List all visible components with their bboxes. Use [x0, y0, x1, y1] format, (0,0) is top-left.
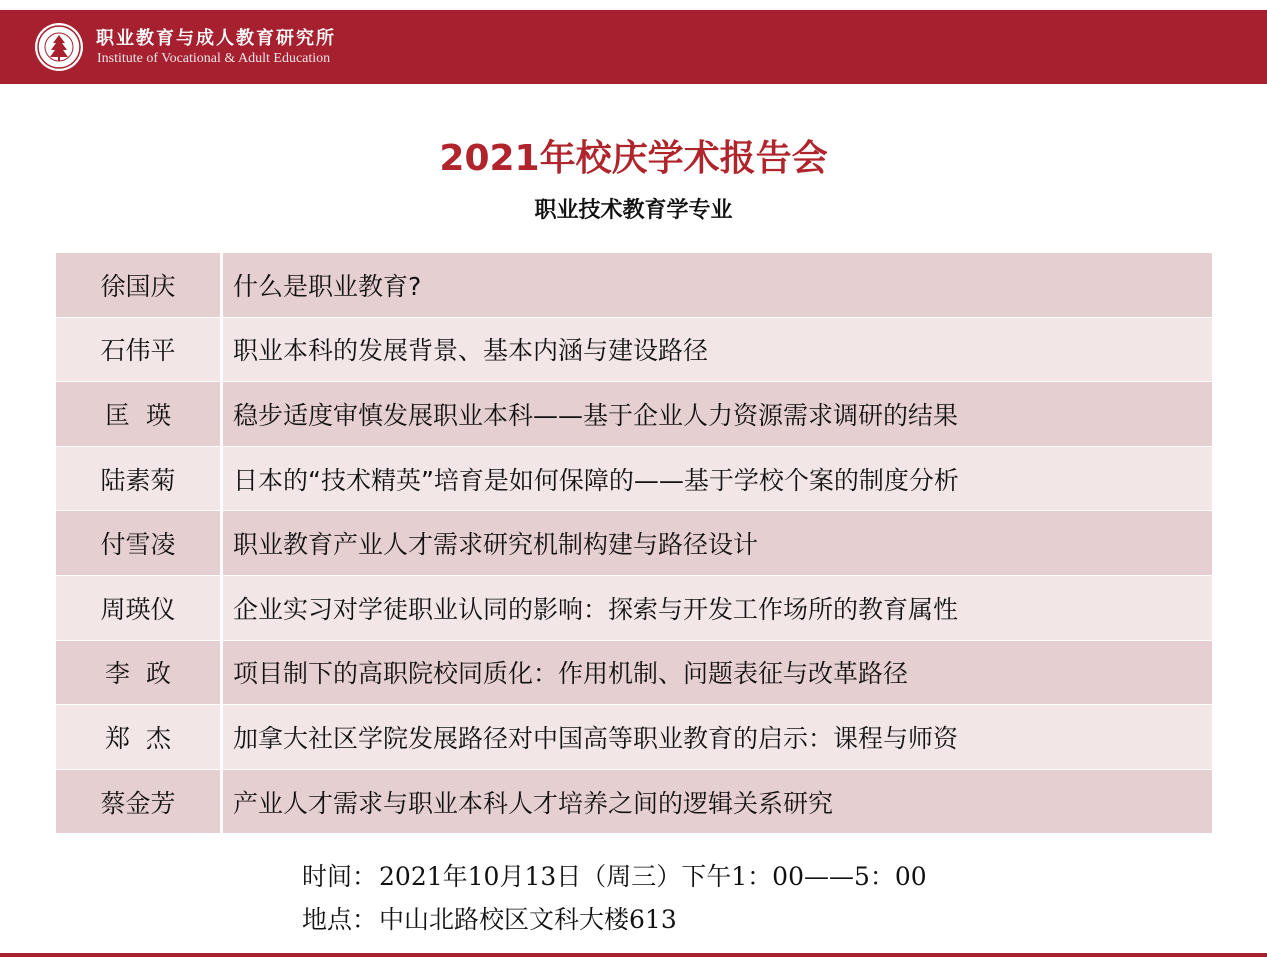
schedule-table: [56, 253, 1212, 834]
footer-line: [0, 953, 1267, 957]
place-value: 中山北路校区文科大楼613: [379, 905, 677, 934]
talk-topic: 加拿大社区学院发展路径对中国高等职业教育的启示：课程与师资: [233, 723, 959, 753]
speaker-name: 郑 杰: [56, 705, 223, 769]
table-row: [56, 382, 1212, 447]
table-row: [56, 511, 1212, 576]
speaker-name: 周瑛仪: [56, 576, 223, 640]
table-row: [56, 641, 1212, 706]
table-row: [56, 576, 1212, 641]
talk-topic: 项目制下的高职院校同质化：作用机制、问题表征与改革路径: [233, 659, 909, 689]
talk-topic: 稳步适度审慎发展职业本科——基于企业人力资源需求调研的结果: [233, 400, 959, 430]
speaker-name: 李 政: [56, 641, 223, 705]
talk-topic: 什么是职业教育?: [233, 271, 422, 301]
talk-topic: 企业实习对学徒职业认同的影响：探索与开发工作场所的教育属性: [233, 594, 959, 624]
talk-topic: 日本的“技术精英”培育是如何保障的——基于学校个案的制度分析: [233, 465, 959, 495]
table-row: [56, 770, 1212, 835]
talk-topic: 职业教育产业人才需求研究机制构建与路径设计: [233, 530, 759, 560]
speaker-name: 匡 瑛: [56, 382, 223, 446]
table-row: [56, 447, 1212, 512]
time-label: 时间：: [302, 862, 378, 891]
speaker-name: 付雪凌: [56, 511, 223, 575]
table-row: [56, 253, 1212, 318]
place-label: 地点：: [302, 905, 378, 934]
talk-topic: 产业人才需求与职业本科人才培养之间的逻辑关系研究: [233, 788, 834, 818]
event-time: [302, 857, 927, 893]
top-strip: [0, 0, 1267, 10]
table-row: [56, 705, 1212, 770]
speaker-name: 蔡金芳: [56, 770, 223, 834]
time-value: 2021年10月13日（周三）下午1：00——5：00: [379, 862, 927, 891]
speaker-name: 石伟平: [56, 318, 223, 382]
page-title: 2021年校庆学术报告会: [439, 138, 828, 179]
table-row: [56, 318, 1212, 383]
institute-name-cn: 职业教育与成人教育研究所: [96, 28, 336, 49]
talk-topic: 职业本科的发展背景、基本内涵与建设路径: [233, 336, 709, 366]
speaker-name: 陆素菊: [56, 447, 223, 511]
event-location: [302, 900, 677, 936]
university-seal-icon: [34, 22, 84, 72]
page-subtitle: 职业技术教育学专业: [534, 198, 733, 223]
speaker-name: 徐国庆: [56, 253, 223, 317]
institute-name-en: Institute of Vocational & Adult Education: [97, 51, 331, 66]
